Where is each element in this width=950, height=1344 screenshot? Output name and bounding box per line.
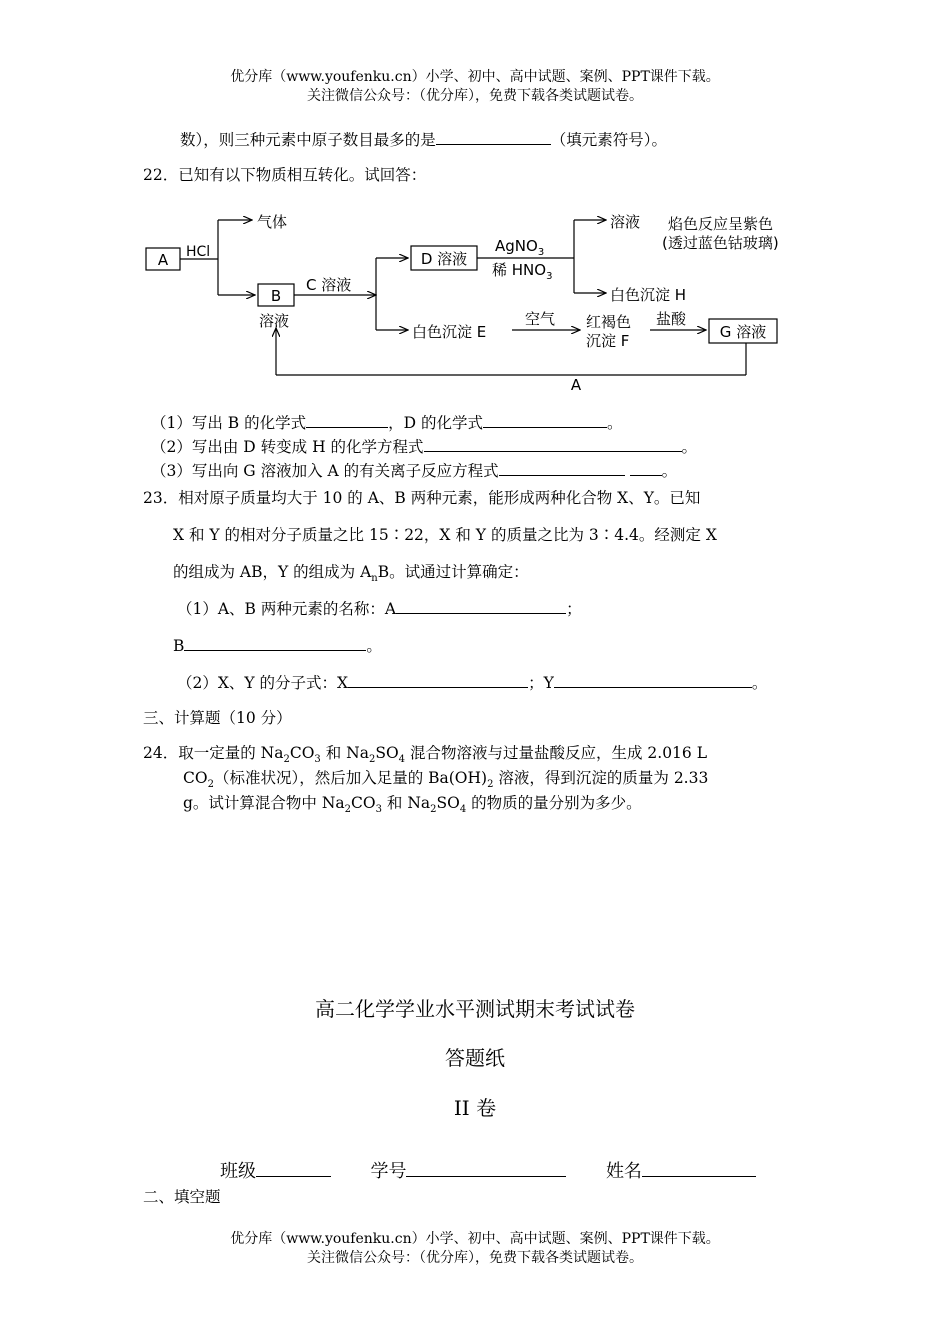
q23-sub1-line2: B 。 [173, 637, 382, 655]
reaction-diagram [140, 200, 830, 400]
q22-d-blank[interactable] [483, 412, 607, 428]
q24-line-1: 24．取一定量的 $Na_2CO_3$ 和 $Na_2SO_4$ 混合物溶液与过量盐酸反应，生成 2.016 L [143, 744, 707, 766]
label-flame-2: (透过蓝色钴玻璃) [662, 234, 779, 252]
q22-ion-blank-1[interactable] [499, 460, 625, 476]
label-air: 空气 [525, 310, 556, 328]
label-red-brown-1: 红褐色 [586, 313, 632, 331]
label-solution: 溶液 [610, 213, 641, 231]
q22-sub3: （3）写出向 G 溶液加入 A 的有关离子反应方程式 。 [151, 462, 678, 480]
q23-sub1: （1）A、B 两种元素的名称：A ； [177, 600, 582, 618]
label-gas: 气体 [257, 213, 288, 231]
q23-line-3: 的组成为 AB，Y 的组成为 $A_nB$。试通过计算确定： [173, 563, 529, 585]
q23-y-blank[interactable] [554, 672, 752, 688]
label-agno3: AgNO [495, 237, 538, 255]
q22-ion-blank-2[interactable] [630, 460, 662, 476]
q23-sub2: （2）X、Y 的分子式：X ；Y 。 [177, 674, 768, 692]
number-field[interactable] [406, 1158, 566, 1177]
class-label: 班级 [220, 1161, 256, 1182]
section-2-heading: 二、填空题 [143, 1188, 221, 1206]
student-info-row [220, 1157, 756, 1183]
label-precip-e: 白色沉淀 E [412, 323, 487, 341]
label-precip-h: 白色沉淀 H [610, 286, 687, 304]
q21-blank[interactable] [436, 129, 551, 145]
header-line-1: 优分库（www.youfenku.cn）小学、初中、高中试题、案例、PPT课件下载。 [230, 69, 720, 85]
q23-a-blank[interactable] [396, 598, 566, 614]
q23-line-1: 23．相对原子质量均大于 10 的 A、B 两种元素，能形成两种化合物 X、Y。已知 [143, 489, 701, 507]
footer-line-2: 关注微信公众号：（优分库），免费下载各类试题试卷。 [307, 1250, 643, 1266]
section-3-heading: 三、计算题（10 分） [143, 709, 292, 727]
number-label: 学号 [370, 1161, 407, 1182]
answer-sheet-subtitle: 答题纸 [445, 1046, 505, 1070]
q22-stem: 22．已知有以下物质相互转化。试回答： [143, 166, 427, 184]
q21-text: 数），则三种元素中原子数目最多的是 [180, 131, 436, 149]
q23-b-blank[interactable] [184, 635, 366, 651]
q22-sub1: （1）写出 B 的化学式 ，D 的化学式 。 [151, 414, 623, 432]
label-d: D 溶液 [420, 250, 468, 268]
q23-line-2: X 和 Y 的相对分子质量之比 15∶22，X 和 Y 的质量之比为 3∶4.4。经测定 X [173, 526, 717, 544]
name-field[interactable] [642, 1158, 756, 1177]
q24-line-3: g。试计算混合物中 $Na_2CO_3$ 和 $Na_2SO_4$ 的物质的量分别为多少。 [183, 794, 642, 816]
q24-line-2: $CO_2$（标准状况），然后加入足量的 $Ba(OH)_2$ 溶液，得到沉淀的质量为 2.33 [183, 769, 709, 791]
q21-text-after: （填元素符号）。 [550, 131, 668, 149]
q22-b-blank[interactable] [306, 412, 388, 428]
name-label: 姓名 [605, 1161, 642, 1182]
header-line-2: 关注微信公众号：（优分库），免费下载各类试题试卷。 [307, 88, 643, 104]
label-g: G 溶液 [719, 323, 767, 341]
label-flame-1: 焰色反应呈紫色 [668, 215, 774, 233]
label-agno3-sub: 3 [537, 247, 545, 258]
class-field[interactable] [256, 1158, 331, 1177]
label-c-solution: C 溶液 [306, 276, 352, 294]
label-hcl: HCl [186, 244, 211, 260]
label-red-brown-2: 沉淀 F [586, 332, 630, 350]
label-dilute-hno3: 稀 HNO [492, 261, 547, 279]
answer-sheet-volume: II 卷 [453, 1096, 497, 1120]
q22-equation-blank[interactable] [424, 436, 682, 452]
q23-x-blank[interactable] [348, 672, 528, 688]
label-hydrochloric: 盐酸 [656, 310, 687, 328]
footer-line-1: 优分库（www.youfenku.cn）小学、初中、高中试题、案例、PPT课件下载。 [230, 1231, 720, 1247]
label-dilute-sub: 3 [546, 271, 553, 282]
q21-tail [180, 128, 667, 150]
answer-sheet-title: 高二化学学业水平测试期末考试试卷 [315, 997, 635, 1021]
svg-text:稀 HNO3 [492, 261, 552, 282]
label-b: B [270, 287, 282, 305]
label-a: A [157, 251, 169, 269]
q22-sub2: （2）写出由 D 转变成 H 的化学方程式 。 [151, 438, 698, 456]
label-return-a: A [570, 376, 582, 394]
svg-text:AgNO3 [495, 237, 544, 258]
label-b-solution: 溶液 [259, 312, 290, 330]
